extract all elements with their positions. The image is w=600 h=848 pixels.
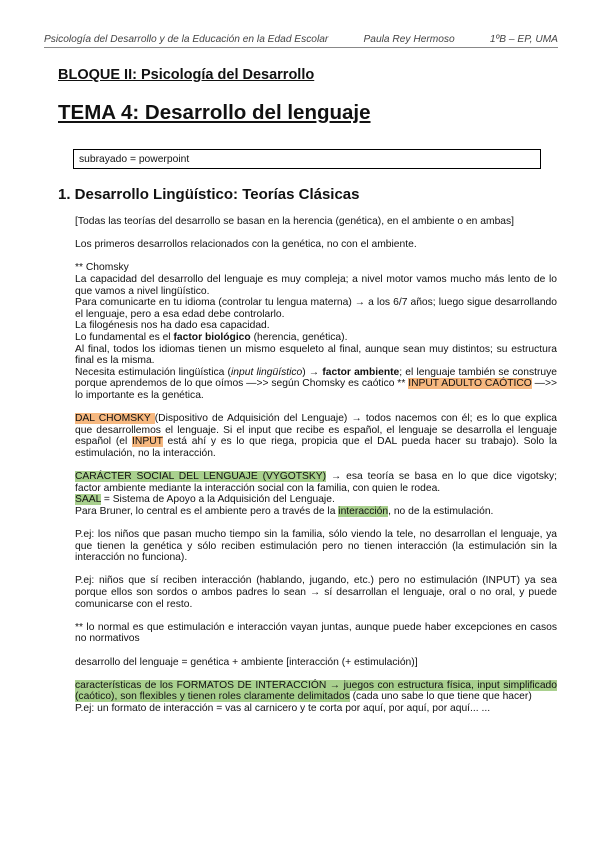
bloque-title: BLOQUE II: Psicología del Desarrollo <box>58 67 315 83</box>
paragraph-example-deaf: P.ej: niños que sí reciben interacción (hablando, jugando, etc.) pero no estimulación (INPUT) ya sea porque ellos son sordos o ambos padres lo sean → sí desarrollan el lenguaje, oral o no oral, y puede comunicarse con el resto. <box>75 575 557 610</box>
highlight-input-adulto: INPUT ADULTO CAÓTICO <box>408 378 532 390</box>
highlight-interaccion: interacción <box>338 505 389 517</box>
highlight-input: INPUT <box>132 436 163 448</box>
page-header <box>44 34 558 48</box>
paragraph-fundamental: Lo fundamental es el factor biológico (herencia, genética). <box>75 331 348 343</box>
paragraph-example-tv: P.ej: los niños que pasan mucho tiempo sin la familia, sólo viendo la tele, no desarrollan el lenguaje, ya que tienen la genética y sólo reciben estimulación pero no tienen interacción (la estimulación sin la interacción no funciona). <box>75 529 557 564</box>
paragraph-chomsky-label: ** Chomsky <box>75 262 129 274</box>
paragraph-communicate: Para comunicarte en tu idioma (controlar tu lengua materna) → a los 6/7 años; luego sigue desarrollando el lenguaje, pero a esa edad debe controlarlo. <box>75 297 557 320</box>
highlight-dal-chomsky: DAL CHOMSKY <box>75 413 155 425</box>
paragraph-example-butcher: P.ej: un formato de interacción = vas al carnicero y te corta por aquí, por aquí, por aquí... ... <box>75 702 491 714</box>
highlight-saal: SAAL <box>75 494 101 506</box>
section-heading: 1. Desarrollo Lingüístico: Teorías Clásicas <box>58 186 360 203</box>
highlight-formatos: características de los FORMATOS DE INTERACCIÓN → juegos con estructura física, input simplificado (caótico), son flexibles y tienen roles claramente delimitados <box>75 679 557 703</box>
paragraph-normal: ** lo normal es que estimulación e interacción vayan juntas, aunque puede haber excepciones en casos no normativos <box>75 621 557 645</box>
paragraph-formula: desarrollo del lenguaje = genética + ambiente [interacción (+ estimulación)] <box>75 656 418 668</box>
paragraph-saal: SAAL = Sistema de Apoyo a la Adquisición del Lenguaje. <box>75 494 335 506</box>
paragraph-stimulation: Necesita estimulación lingüística (input lingüístico) → factor ambiente; el lenguaje también se construye porque aprendemos de lo que oímos —>> según Chomsky es caótico ** INPUT ADULTO CAÓTICO —>> lo importante es la genética. <box>75 366 558 401</box>
header-author: Paula Rey Hermoso <box>363 34 455 45</box>
document-body <box>75 216 557 715</box>
paragraph-capacity: La capacidad del desarrollo del lenguaje es muy compleja; a nivel motor vamos mucho más lento de lo que vamos a nivel lingüístico. <box>75 273 557 297</box>
paragraph-genetics: Los primeros desarrollos relacionados con la genética, no con el ambiente. <box>75 239 417 251</box>
paragraph-bruner: Para Bruner, lo central es el ambiente pero a través de la interacción, no de la estimulación. <box>75 505 494 517</box>
paragraph-phylogenesis: La filogénesis nos ha dado esa capacidad. <box>75 320 270 332</box>
highlight-caracter-social: CARÁCTER SOCIAL DEL LENGUAJE (VYGOTSKY) <box>75 471 327 483</box>
paragraph-formatos: características de los FORMATOS DE INTERACCIÓN → juegos con estructura física, input simplificado (caótico), son flexibles y tienen roles claramente delimitados (cada uno sabe lo que tiene que hacer) <box>75 679 557 703</box>
paragraph-vygotsky: CARÁCTER SOCIAL DEL LENGUAJE (VYGOTSKY) → esa teoría se basa en lo que dice vigotsky; factor ambiente mediante la interacción social con la familia, con quien le rodea. <box>75 471 557 494</box>
paragraph-languages: Al final, todos los idiomas tienen un mismo esqueleto al final, aunque sean muy distintos; su estructura final es la misma. <box>75 343 557 367</box>
term-input-linguistico: input lingüístico <box>230 366 303 378</box>
paragraph-intro-note: [Todas las teorías del desarrollo se basan en la herencia (genética), en el ambiente o en ambas] <box>75 216 515 227</box>
header-course: Psicología del Desarrollo y de la Educación en la Edad Escolar <box>44 34 329 45</box>
paragraph-dal: DAL CHOMSKY (Dispositivo de Adquisición del Lenguaje) → todos nacemos con él; es lo que explica que desarrollemos el lenguaje. Si el input que recibe es español, el lenguaje se desarrolla el lenguaje español (el INPUT está ahí y es lo que riega, propicia que el DAL pueda hacer su trabajo). Solo la estimulación, no la interacción. <box>75 413 558 459</box>
term-factor-biologico: factor biológico <box>173 331 251 343</box>
header-group: 1ºB – EP, UMA <box>489 34 558 45</box>
legend-box: subrayado = powerpoint <box>73 149 541 169</box>
tema-title: TEMA 4: Desarrollo del lenguaje <box>58 101 371 124</box>
term-factor-ambiente: factor ambiente <box>322 366 400 378</box>
